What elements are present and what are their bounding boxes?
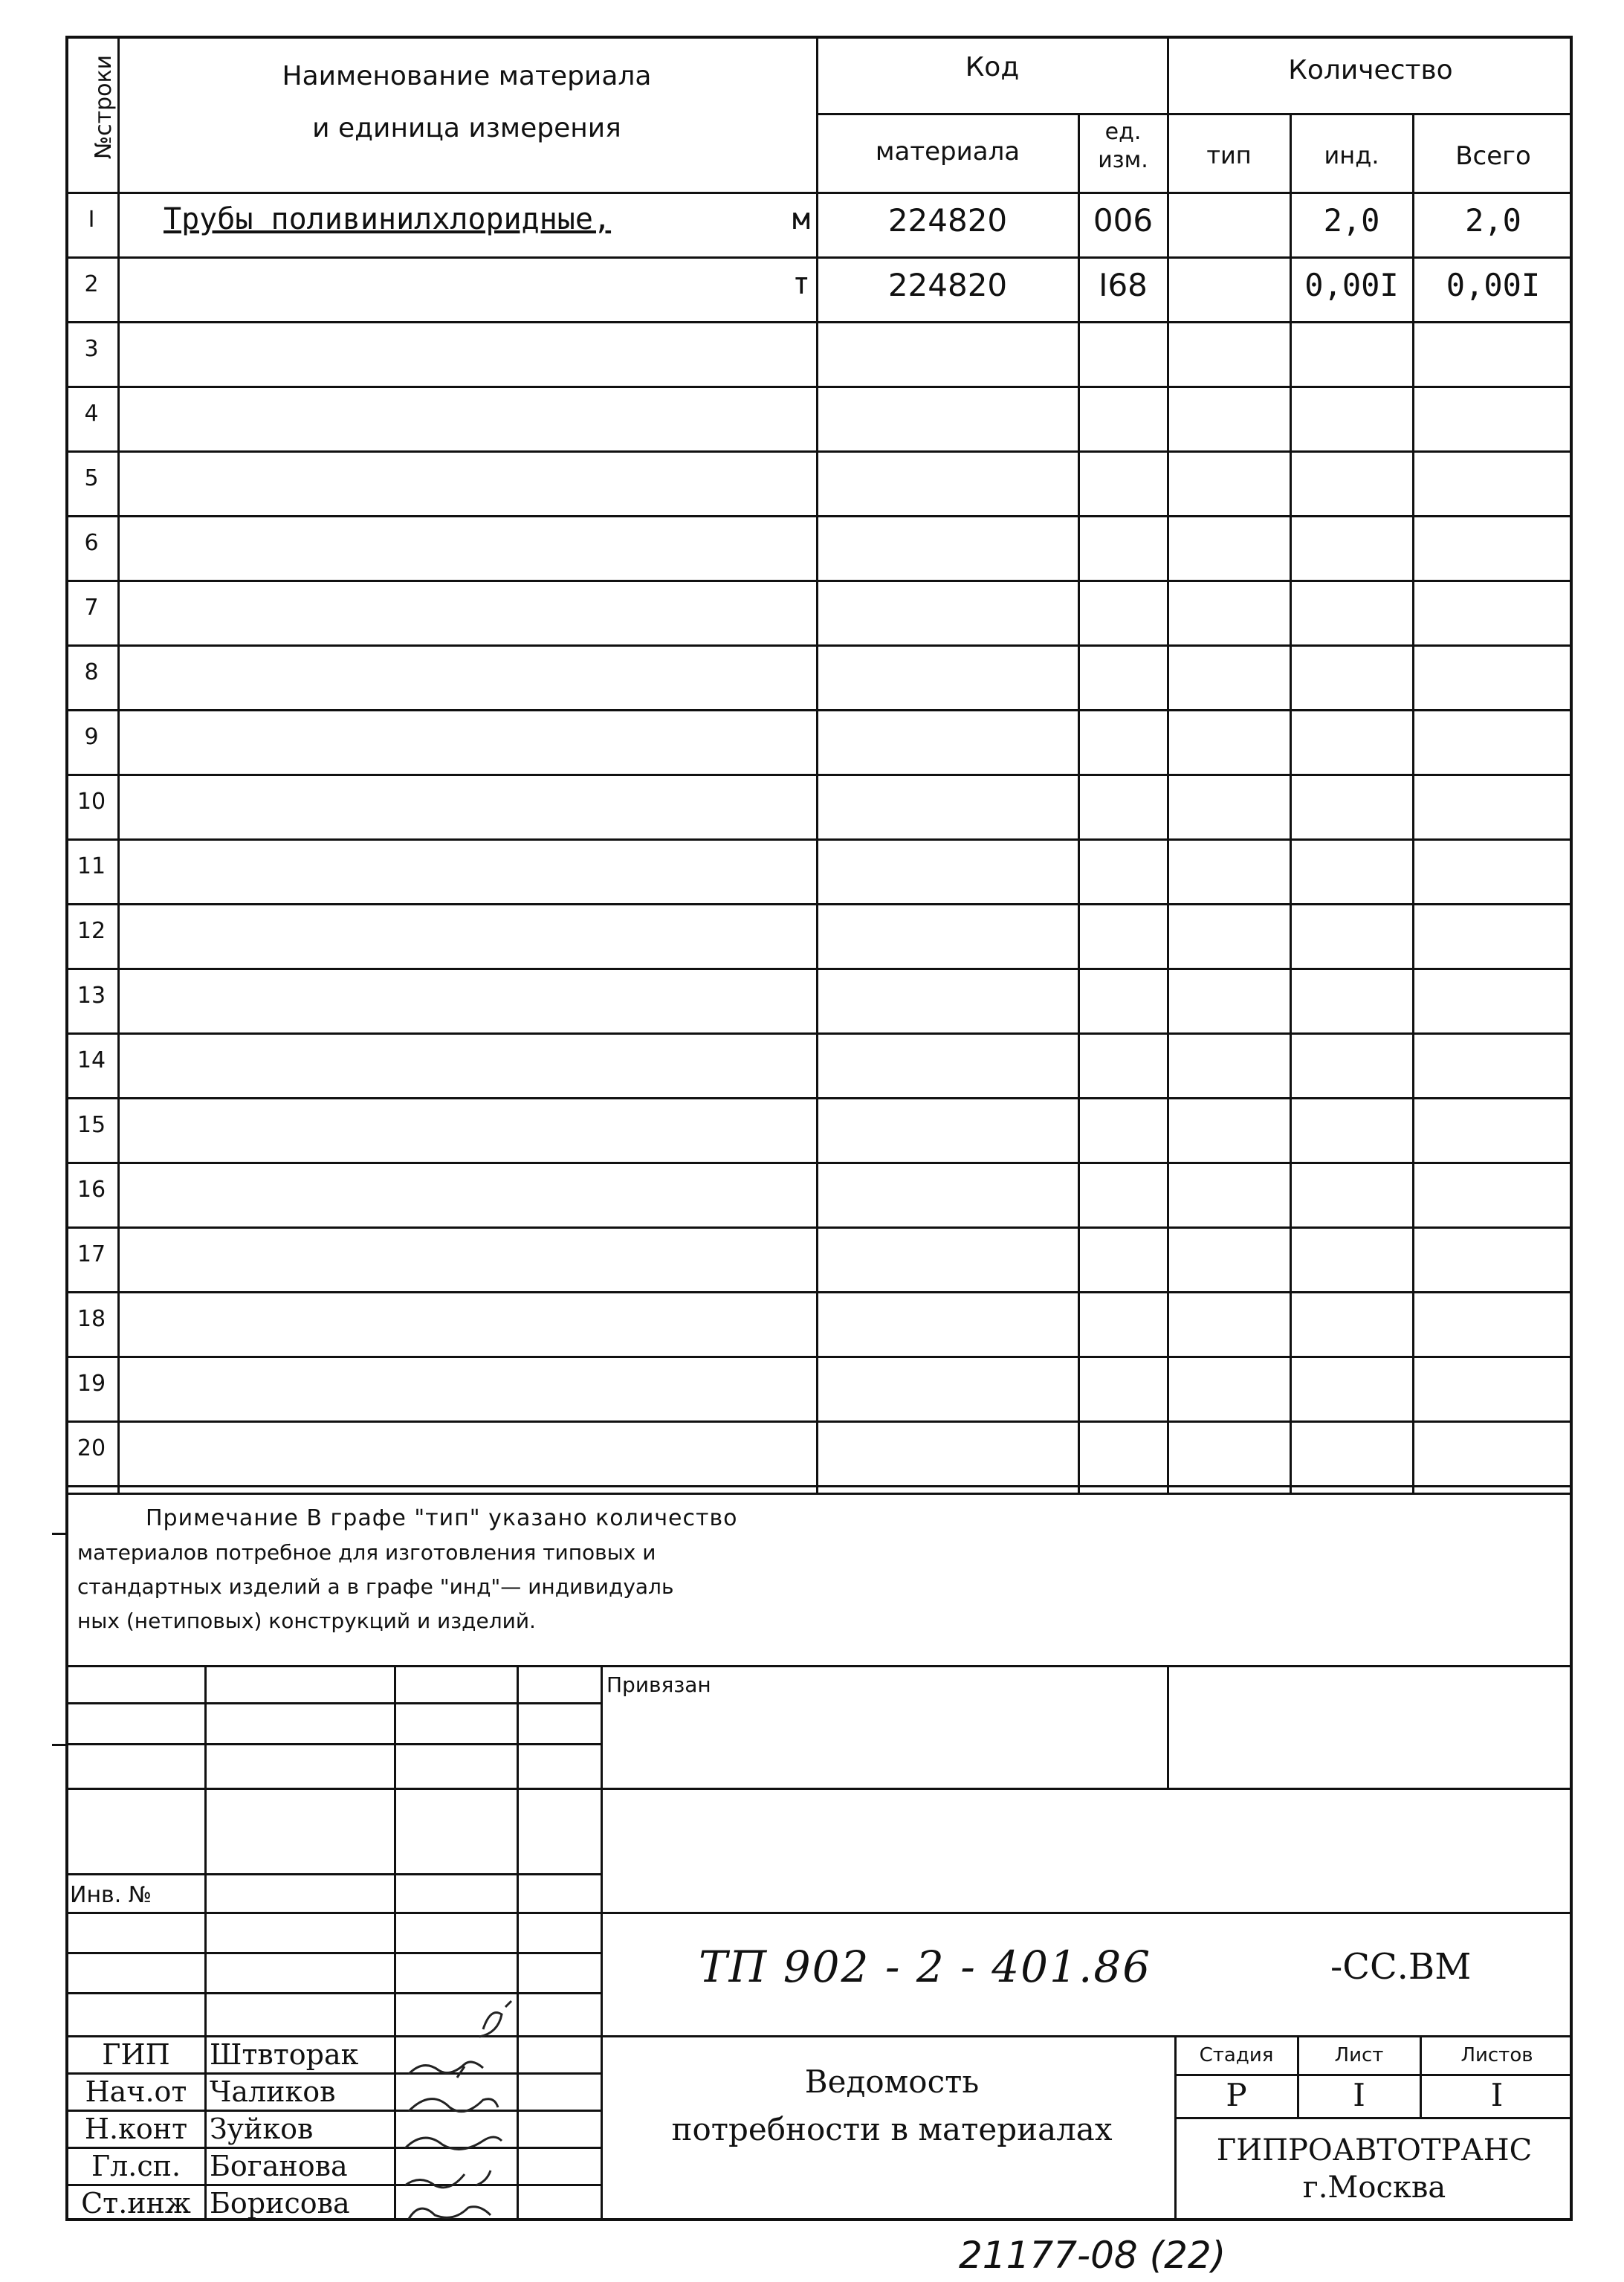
privyazan-label: Привязан bbox=[606, 1672, 711, 1697]
row-number: 11 bbox=[77, 853, 106, 879]
row-number: 9 bbox=[84, 724, 99, 750]
row-number: I bbox=[88, 207, 95, 233]
signature-name: Чаликов bbox=[210, 2075, 336, 2108]
table-row bbox=[65, 1162, 1573, 1226]
sheets-value: I bbox=[1490, 2077, 1504, 2113]
margin-mark-2 bbox=[52, 1744, 65, 1746]
signature-nach bbox=[409, 2099, 498, 2112]
code-header: Код bbox=[965, 52, 1020, 83]
row-number: 8 bbox=[84, 659, 99, 685]
stamp-col-4 bbox=[601, 1665, 603, 2221]
signature-name: Борисова bbox=[210, 2187, 350, 2220]
margin-mark-1 bbox=[52, 1533, 65, 1535]
table-row bbox=[65, 1097, 1573, 1162]
unit-of-measure: т bbox=[792, 267, 811, 301]
table-row-line bbox=[65, 1485, 1573, 1487]
signature-glsp bbox=[405, 2171, 491, 2188]
row-number: 2 bbox=[84, 271, 99, 297]
privyazan-divider bbox=[1167, 1665, 1169, 1788]
quantity-ind: 2,0 bbox=[1323, 202, 1380, 239]
stage-value: Р bbox=[1226, 2077, 1247, 2113]
quantity-header: Количество bbox=[1288, 55, 1453, 85]
row-number: 3 bbox=[84, 336, 99, 362]
table-row bbox=[65, 321, 1573, 386]
type-header: тип bbox=[1206, 141, 1252, 169]
table-row bbox=[65, 838, 1573, 903]
table-row bbox=[65, 968, 1573, 1032]
row-number: 15 bbox=[77, 1112, 106, 1138]
table-row bbox=[65, 192, 1573, 256]
signature-gip bbox=[409, 2062, 483, 2078]
table-row bbox=[65, 774, 1573, 838]
archive-number: 21177-08 (22) bbox=[959, 2234, 1226, 2277]
quantity-total: 0,00I bbox=[1446, 267, 1541, 303]
row-number: 16 bbox=[77, 1177, 106, 1203]
signature-role: Нач.от bbox=[85, 2075, 187, 2108]
stamp-row-4 bbox=[65, 1873, 601, 1875]
table-row bbox=[65, 903, 1573, 968]
stamp-top-line bbox=[65, 1665, 1573, 1667]
header-split-line bbox=[816, 113, 1573, 115]
stamp-row-5 bbox=[65, 1912, 1573, 1914]
document-code-suffix: -СС.ВМ bbox=[1330, 1946, 1472, 1988]
table-row bbox=[65, 580, 1573, 644]
row-number: 20 bbox=[77, 1435, 106, 1461]
row-number: 17 bbox=[77, 1241, 106, 1267]
unit-code: 006 bbox=[1093, 202, 1154, 239]
signatures-group bbox=[394, 1962, 543, 2230]
stamp-row-3 bbox=[65, 1788, 1573, 1790]
row-number: 18 bbox=[77, 1306, 106, 1332]
table-row bbox=[65, 709, 1573, 774]
stamp-row-1 bbox=[65, 1702, 601, 1704]
unit-code-header-line2: изм. bbox=[1098, 147, 1148, 173]
material-code: 224820 bbox=[887, 202, 1008, 239]
inventory-number-label: Инв. № bbox=[70, 1882, 152, 1908]
stamp-row-6 bbox=[65, 1952, 601, 1954]
quantity-ind: 0,00I bbox=[1304, 267, 1399, 303]
total-header: Всего bbox=[1455, 141, 1531, 171]
name-header-line2: и единица измерения bbox=[312, 113, 621, 143]
material-code-header: материала bbox=[875, 137, 1020, 167]
material-name: Трубы поливинилхлоридные, bbox=[164, 202, 612, 236]
unit-of-measure: м bbox=[792, 202, 811, 236]
row-number: 5 bbox=[84, 465, 99, 491]
signature-role: ГИП bbox=[102, 2038, 170, 2071]
stage-label: Стадия bbox=[1199, 2044, 1274, 2066]
document-title-line2: потребности в материалах bbox=[671, 2111, 1113, 2147]
row-number: 6 bbox=[84, 530, 99, 556]
sheet-label: Лист bbox=[1334, 2044, 1384, 2066]
table-row bbox=[65, 450, 1573, 515]
note-line-4: ных (нетиповых) конструкций и изделий. bbox=[77, 1609, 536, 1633]
signature-role: Гл.сп. bbox=[91, 2150, 181, 2182]
organization-name: ГИПРОАВТОТРАНС bbox=[1216, 2133, 1533, 2168]
row-number-header: №строки bbox=[91, 54, 117, 160]
signature-role: Ст.инж bbox=[81, 2187, 191, 2220]
table-row bbox=[65, 1032, 1573, 1097]
row-number: 14 bbox=[77, 1047, 106, 1073]
table-row bbox=[65, 1291, 1573, 1356]
row-number: 4 bbox=[84, 401, 99, 427]
table-row bbox=[65, 386, 1573, 450]
note-top-line bbox=[65, 1493, 1573, 1495]
ind-header: инд. bbox=[1324, 141, 1379, 169]
table-row bbox=[65, 644, 1573, 709]
sheets-label: Листов bbox=[1460, 2044, 1533, 2066]
organization-city: г.Москва bbox=[1302, 2171, 1446, 2205]
table-row bbox=[65, 1226, 1573, 1291]
row-number: 13 bbox=[77, 983, 106, 1009]
signature-mark-top bbox=[479, 2001, 511, 2037]
document-title-line1: Ведомость bbox=[804, 2063, 980, 2100]
unit-code-header-line1: ед. bbox=[1104, 119, 1142, 145]
material-code: 224820 bbox=[887, 267, 1008, 303]
stamp-col-1 bbox=[204, 1665, 207, 2221]
table-row bbox=[65, 1420, 1573, 1485]
signature-nkont bbox=[405, 2137, 502, 2149]
stage-block-row-2 bbox=[1174, 2117, 1573, 2119]
sheet-value: I bbox=[1353, 2077, 1365, 2113]
row-number: 7 bbox=[84, 595, 99, 621]
signature-stinzh bbox=[409, 2207, 491, 2219]
signature-name: Штвторак bbox=[210, 2038, 359, 2071]
stamp-row-2 bbox=[65, 1743, 601, 1745]
quantity-total: 2,0 bbox=[1465, 202, 1521, 239]
signature-name: Боганова bbox=[210, 2150, 348, 2182]
row-number: 19 bbox=[77, 1371, 106, 1397]
stage-block-row-1 bbox=[1174, 2074, 1573, 2076]
table-row bbox=[65, 256, 1573, 321]
signature-name: Зуйков bbox=[210, 2113, 314, 2145]
stamp-row-8 bbox=[65, 2035, 1573, 2037]
note-line-3: стандартных изделий а в графе "инд"— индивидуаль bbox=[77, 1574, 674, 1599]
note-line-2: материалов потребное для изготовления типовых и bbox=[77, 1540, 656, 1565]
name-header-line1: Наименование материала bbox=[282, 61, 652, 91]
row-number: 10 bbox=[77, 789, 106, 815]
document-code: ТП 902 - 2 - 401.86 bbox=[699, 1942, 1152, 1992]
table-row bbox=[65, 1356, 1573, 1420]
note-line-1: Примечание В графе "тип" указано количество bbox=[146, 1505, 738, 1531]
signature-role: Н.конт bbox=[84, 2113, 188, 2145]
row-number: 12 bbox=[77, 918, 106, 944]
table-row bbox=[65, 515, 1573, 580]
unit-code: I68 bbox=[1099, 267, 1148, 303]
